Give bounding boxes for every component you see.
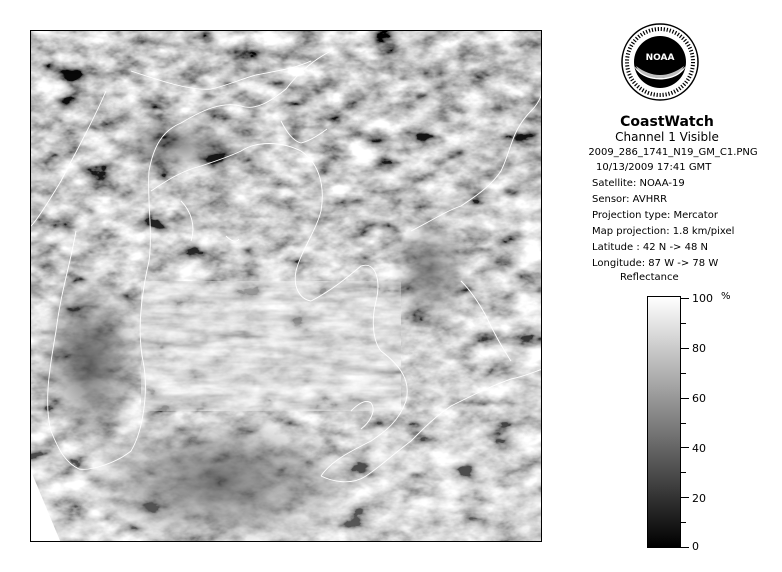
cloud-imagery bbox=[31, 31, 542, 542]
metadata-datetime: 10/13/2009 17:41 GMT bbox=[596, 162, 712, 173]
colorbar-tick bbox=[681, 472, 686, 473]
colorbar-tick bbox=[681, 348, 689, 349]
colorbar-unit: % bbox=[721, 291, 731, 302]
colorbar-label-0: 0 bbox=[692, 540, 699, 553]
filename-label: 2009_286_1741_N19_GM_C1.PNG bbox=[588, 147, 758, 158]
satellite-image bbox=[30, 30, 542, 542]
metadata-latitude: Latitude : 42 N -> 48 N bbox=[592, 242, 708, 253]
colorbar-label-20: 20 bbox=[692, 492, 706, 505]
colorbar-tick bbox=[681, 323, 686, 324]
colorbar-label-40: 40 bbox=[692, 442, 706, 455]
logo-text: NOAA bbox=[645, 53, 675, 63]
colorbar-tick bbox=[681, 398, 689, 399]
colorbar-tick bbox=[681, 522, 686, 523]
metadata-satellite: Satellite: NOAA-19 bbox=[592, 178, 685, 189]
channel-label: Channel 1 Visible bbox=[615, 130, 719, 144]
colorbar-label-100: 100 bbox=[692, 292, 713, 305]
reflectance-colorbar bbox=[647, 296, 681, 548]
colorbar-tick bbox=[681, 447, 689, 448]
metadata-longitude: Longitude: 87 W -> 78 W bbox=[592, 258, 719, 269]
colorbar-label-60: 60 bbox=[692, 392, 706, 405]
colorbar-label-80: 80 bbox=[692, 342, 706, 355]
colorbar-tick bbox=[681, 423, 686, 424]
brand-title: CoastWatch bbox=[620, 114, 714, 130]
noaa-logo-icon bbox=[620, 22, 700, 102]
metadata-sensor: Sensor: AVHRR bbox=[592, 194, 668, 205]
colorbar-tick bbox=[681, 298, 689, 299]
metadata-projection-type: Projection type: Mercator bbox=[592, 210, 718, 221]
colorbar-title: Reflectance bbox=[620, 272, 679, 283]
metadata-map-projection: Map projection: 1.8 km/pixel bbox=[592, 226, 735, 237]
colorbar-tick bbox=[681, 497, 689, 498]
colorbar-tick bbox=[681, 547, 689, 548]
colorbar-tick bbox=[681, 373, 686, 374]
